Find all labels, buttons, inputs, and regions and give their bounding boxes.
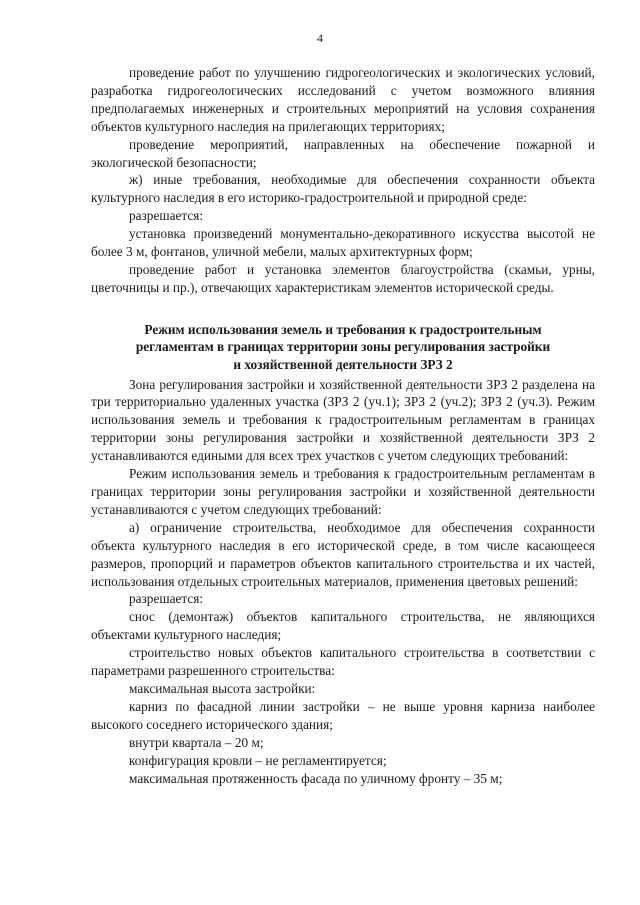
paragraph: максимальная протяженность фасада по уличному фронту – 35 м;: [129, 770, 503, 786]
paragraph: установка произведений монументально-декоративного искусства высотой не более 3 м, фонтанов, уличной мебели, малых архитектурных форм;: [91, 226, 595, 260]
paragraph: разрешается:: [129, 208, 204, 224]
heading-line: Режим использования земель и требования к градостроительным: [144, 321, 542, 337]
paragraph: максимальная высота застройки:: [129, 680, 316, 696]
heading-line: и хозяйственной деятельности ЗРЗ 2: [233, 356, 453, 372]
section-heading: [91, 321, 595, 374]
paragraph: ж) иные требования, необходимые для обеспечения сохранности объекта культурного наследия в его историко-градостроительной и природной среде:: [91, 172, 595, 206]
page-number: 4: [317, 31, 323, 45]
paragraph: Зона регулирования застройки и хозяйственной деятельности ЗРЗ 2 разделена на три территориально удаленных участка (ЗРЗ 2 (уч.1); ЗРЗ 2 (уч.2); ЗРЗ 2 (уч.3). Режим использования земель и требования к градостроительным регламентам в границах территории зоны регулирования застройки и хозяйственной деятельности ЗРЗ 2 устанавливаются едиными для всех трех участков с учетом следующих требований:: [91, 376, 595, 464]
paragraph: конфигурация кровли – не регламентируется;: [129, 752, 387, 768]
paragraph: Режим использования земель и требования к градостроительным регламентам в границах территории зоны регулирования застройки и хозяйственной деятельности устанавливаются с учетом следующих требований:: [91, 466, 595, 517]
heading-line: регламентам в границах территории зоны регулирования застройки: [135, 339, 551, 355]
paragraph: снос (демонтаж) объектов капитального строительства, не являющихся объектами культурного наследия;: [91, 609, 595, 643]
paragraph: разрешается:: [129, 591, 204, 607]
paragraph: внутри квартала – 20 м;: [129, 734, 264, 750]
paragraph: а) ограничение строительства, необходимое для обеспечения сохранности объекта культурного наследия в его исторической среде, в том числе касающееся размеров, пропорций и параметров объектов капитального строительства и их частей, использования отдельных строительных материалов, применения цветовых решений:: [91, 519, 595, 589]
paragraph: проведение мероприятий, направленных на обеспечение пожарной и экологической безопасности;: [91, 136, 595, 170]
paragraph: строительство новых объектов капитального строительства в соответствии с параметрами разрешенного строительства:: [91, 645, 595, 679]
document-body: [91, 64, 595, 787]
paragraph: проведение работ по улучшению гидрогеологических и экологических условий, разработка гидрогеологических исследований с учетом возможного влияния предполагаемых инженерных и строительных мероприятий на условия сохранения объектов культурного наследия на прилегающих территориях;: [91, 65, 595, 134]
paragraph: карниз по фасадной линии застройки – не выше уровня карниза наиболее высокого соседнего исторического здания;: [91, 698, 595, 732]
paragraph: проведение работ и установка элементов благоустройства (скамьи, урны, цветочницы и пр.), отвечающих характеристикам элементов исторической среды.: [91, 261, 595, 295]
